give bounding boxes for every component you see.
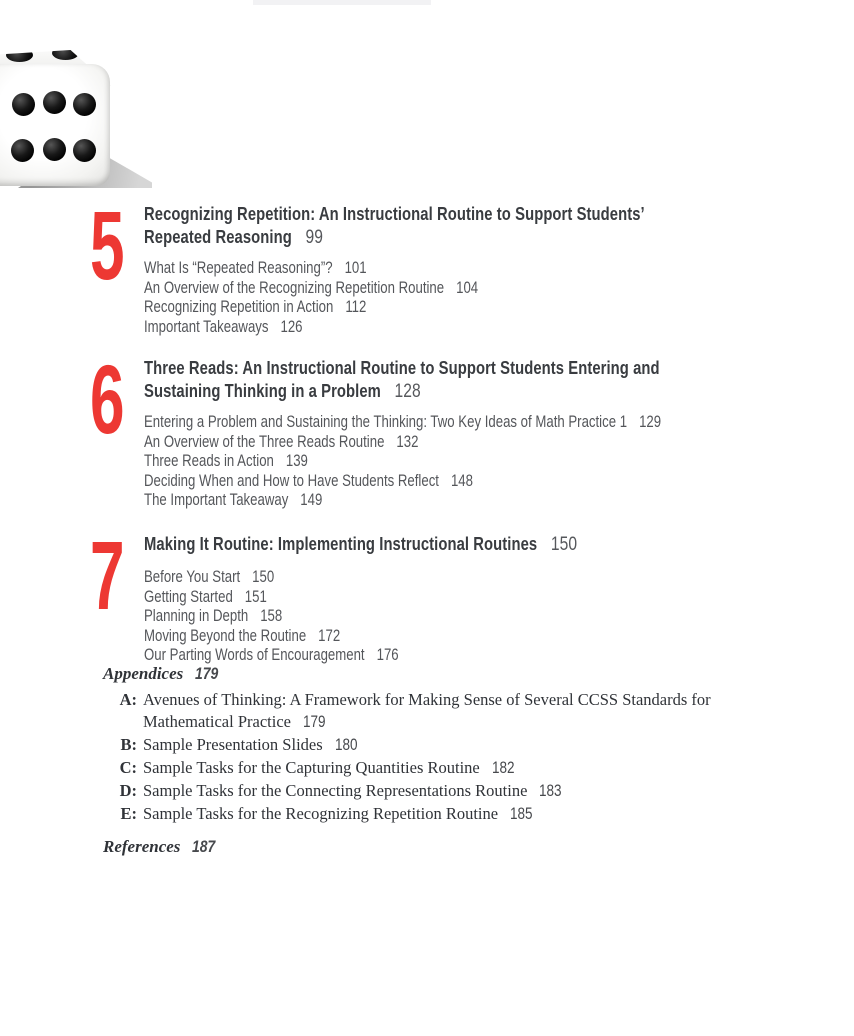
appendix-title-text: Sample Tasks for the Recognizing Repetition Routine bbox=[143, 804, 499, 823]
chapter-title-line: Repeated Reasoning bbox=[144, 226, 292, 247]
die-top-pip bbox=[6, 48, 33, 62]
toc-entry bbox=[144, 472, 784, 492]
chapter-number: 7 bbox=[90, 521, 125, 630]
toc-entry-label: Deciding When and How to Have Students Reflect bbox=[144, 471, 439, 490]
references-label: References bbox=[103, 837, 181, 856]
toc-entry bbox=[144, 318, 784, 338]
chapter-title bbox=[144, 202, 784, 249]
chapter-title bbox=[144, 356, 784, 403]
appendix-title bbox=[143, 757, 743, 779]
page-edge-strip bbox=[253, 0, 431, 5]
toc-entry-label: Getting Started bbox=[144, 587, 233, 606]
toc-entry bbox=[144, 627, 784, 647]
appendix-title-text: Avenues of Thinking: A Framework for Making Sense of Several CCSS Standards for Mathematical Practice bbox=[143, 690, 711, 731]
appendix-entry bbox=[90, 780, 790, 802]
chapter-page-number: 150 bbox=[550, 533, 578, 555]
appendix-title bbox=[143, 689, 743, 733]
die-pip bbox=[43, 138, 66, 161]
toc-entry-page: 112 bbox=[345, 298, 367, 316]
toc-entry-page: 149 bbox=[300, 491, 323, 509]
toc-entry bbox=[144, 413, 784, 433]
toc-entry-page: 101 bbox=[344, 259, 367, 277]
chapter-section bbox=[90, 345, 850, 511]
appendix-letter: A: bbox=[119, 690, 137, 709]
toc-entry-label: The Important Takeaway bbox=[144, 491, 289, 509]
chapter-page-number: 99 bbox=[305, 226, 323, 248]
chapter-title-line: Sustaining Thinking in a Problem bbox=[144, 380, 381, 401]
appendix-entry bbox=[90, 803, 790, 825]
toc-entry bbox=[144, 452, 784, 472]
die-front-face bbox=[0, 64, 110, 186]
chapter-number: 5 bbox=[90, 191, 125, 300]
toc-entry-label: An Overview of the Recognizing Repetition Routine bbox=[144, 278, 445, 297]
toc-entry bbox=[144, 298, 784, 318]
toc-entry bbox=[144, 588, 784, 608]
toc-entry-label: Entering a Problem and Sustaining the Thinking: Two Key Ideas of Math Practice 1 bbox=[144, 413, 628, 431]
chapter-page-number: 128 bbox=[394, 380, 421, 402]
appendix-entry bbox=[90, 734, 790, 756]
appendix-list bbox=[90, 689, 790, 825]
appendix-letter: C: bbox=[119, 758, 137, 777]
die-pip bbox=[73, 139, 96, 162]
appendices-heading bbox=[90, 663, 790, 685]
die-pip bbox=[73, 93, 96, 116]
chapter-section bbox=[90, 191, 850, 337]
toc-entry-label: Our Parting Words of Encouragement bbox=[144, 646, 365, 664]
appendix-entry bbox=[90, 757, 790, 779]
appendix-title bbox=[143, 803, 743, 825]
toc-entry-page: 132 bbox=[396, 432, 419, 451]
toc-entry-page: 139 bbox=[285, 452, 308, 470]
toc-entry-page: 104 bbox=[456, 278, 479, 297]
appendix-title-text: Sample Tasks for the Capturing Quantities Routine bbox=[143, 758, 480, 777]
toc-entry bbox=[144, 259, 784, 279]
toc-entry-label: Three Reads in Action bbox=[144, 452, 274, 470]
appendix-title bbox=[143, 734, 743, 756]
toc-entry bbox=[144, 433, 784, 453]
toc-entry bbox=[144, 607, 784, 627]
toc-entry-page: 151 bbox=[244, 587, 267, 606]
appendix-letter: B: bbox=[120, 735, 137, 754]
appendix-title bbox=[143, 780, 743, 802]
toc-entry-label: An Overview of the Three Reads Routine bbox=[144, 432, 385, 451]
toc-entry-page: 176 bbox=[376, 646, 399, 664]
chapter-toc-list bbox=[144, 568, 784, 666]
appendix-page: 185 bbox=[510, 805, 533, 823]
chapter-title-line: Recognizing Repetition: An Instructional Routine to Support Students’ bbox=[144, 203, 645, 224]
chapter-toc-list bbox=[144, 259, 784, 337]
appendix-page: 179 bbox=[302, 713, 326, 731]
chapter-title-line: Making It Routine: Implementing Instructional Routines bbox=[144, 533, 538, 554]
appendix-title-text: Sample Presentation Slides bbox=[143, 735, 323, 754]
toc-entry bbox=[144, 568, 784, 588]
appendices-label: Appendices bbox=[103, 664, 184, 683]
toc-entry-page: 158 bbox=[260, 607, 283, 625]
toc-entry-label: Before You Start bbox=[144, 568, 241, 586]
toc-entry-label: What Is “Repeated Reasoning”? bbox=[144, 259, 333, 277]
toc-entry-page: 172 bbox=[318, 626, 341, 645]
appendix-letter: E: bbox=[120, 804, 137, 823]
appendix-letter: D: bbox=[119, 781, 137, 800]
chapter-toc-list bbox=[144, 413, 784, 511]
chapter-title bbox=[144, 532, 784, 556]
appendices-page: 179 bbox=[195, 664, 219, 683]
die-pip bbox=[43, 91, 66, 114]
toc-entry-page: 129 bbox=[639, 413, 662, 431]
references-heading bbox=[90, 836, 790, 858]
toc-entry-label: Important Takeaways bbox=[144, 317, 269, 336]
toc-entry-page: 148 bbox=[450, 471, 473, 490]
toc-entry bbox=[144, 491, 784, 511]
appendix-entry bbox=[90, 689, 790, 733]
dice-illustration bbox=[0, 50, 165, 190]
toc-entry-page: 150 bbox=[252, 568, 275, 586]
chapter-title-line: Three Reads: An Instructional Routine to Support Students Entering and bbox=[144, 357, 660, 378]
chapter-number: 6 bbox=[90, 345, 125, 454]
toc-entry-label: Moving Beyond the Routine bbox=[144, 626, 307, 645]
appendix-page: 182 bbox=[491, 759, 515, 777]
appendix-page: 180 bbox=[334, 736, 358, 754]
toc-entry bbox=[144, 279, 784, 299]
die-top-pip bbox=[52, 46, 79, 60]
references-page: 187 bbox=[192, 837, 216, 856]
appendix-page: 183 bbox=[539, 782, 562, 800]
toc-entry-page: 126 bbox=[280, 317, 303, 336]
back-matter bbox=[90, 663, 790, 858]
toc-entry-label: Recognizing Repetition in Action bbox=[144, 298, 334, 316]
die-pip bbox=[12, 93, 35, 116]
die-pip bbox=[11, 139, 34, 162]
toc-entry-label: Planning in Depth bbox=[144, 607, 249, 625]
appendix-title-text: Sample Tasks for the Connecting Representations Routine bbox=[143, 781, 528, 800]
chapter-section bbox=[90, 521, 850, 666]
